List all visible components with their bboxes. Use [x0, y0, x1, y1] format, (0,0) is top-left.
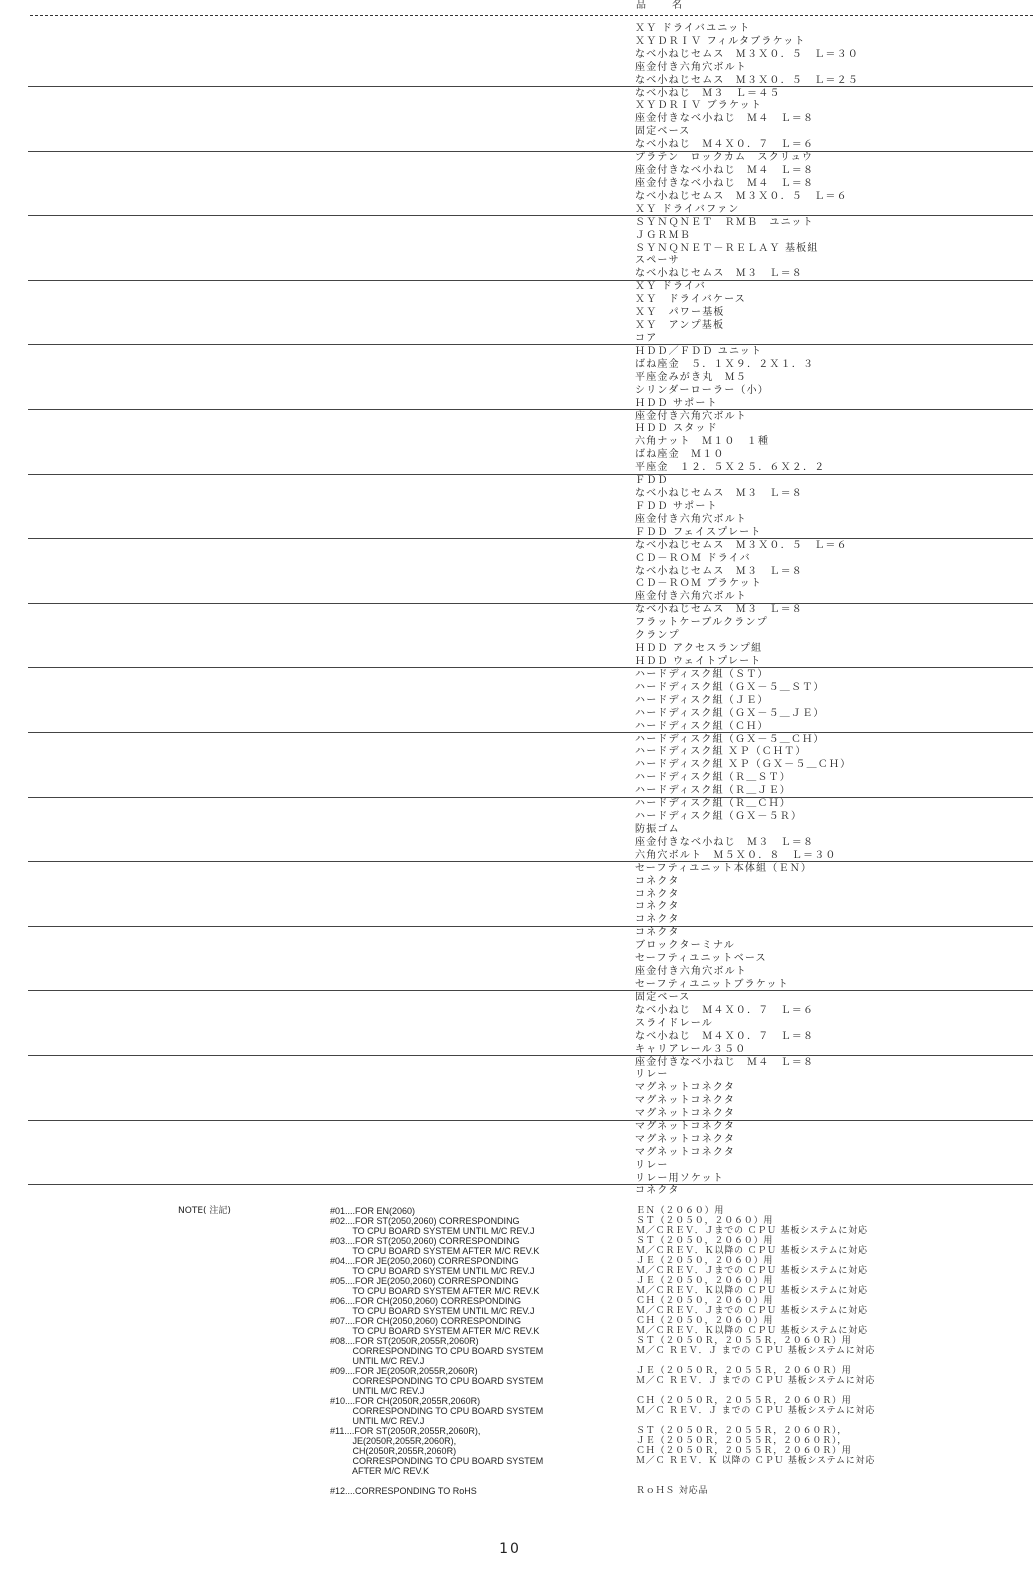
note-english: #11....FOR ST(2050R,2055R,2060R), JE(2050R,2055R,2060R), CH(2050R,2055R,2060R) CORRESPONDING TO CPU BOARD SYSTEM AFTER M/C REV.K: [330, 1426, 544, 1476]
part-group: [28, 603, 1033, 668]
part-name: シリンダーローラー（小）: [635, 384, 769, 396]
part-name: なべ小ねじ Ｍ４Ｘ０．７ Ｌ＝６: [635, 139, 815, 151]
note-japanese: ＪＥ（２０５０Ｒ，２０５５Ｒ，２０６０Ｒ）用 Ｍ／Ｃ ＲＥＶ．Ｊ までの ＣＰＵ 基板システムに対応: [636, 1366, 876, 1386]
part-name: 座金付き六角穴ボルト: [635, 61, 747, 73]
part-name: 固定ベース: [635, 126, 691, 138]
part-name: 座金付きなべ小ねじ Ｍ４ Ｌ＝８: [635, 165, 815, 177]
part-name: スペーサ: [635, 255, 680, 267]
part-name: なべ小ねじセムス Ｍ３Ｘ０．５ Ｌ＝６: [635, 539, 848, 551]
part-name: ＦＤＤ フェイスプレート: [635, 526, 762, 538]
part-name: 防振ゴム: [635, 823, 680, 835]
part-name: ＨＤＤ アクセスランプ組: [635, 643, 763, 655]
part-name: ＨＤＤ／ＦＤＤ ユニット: [635, 346, 763, 357]
part-group: [28, 862, 1033, 927]
part-name: なべ小ねじセムス Ｍ３ Ｌ＝８: [635, 565, 803, 577]
column-title-part-name: 品 名: [636, 0, 690, 11]
part-name: ＸＹＤＲＩＶ フィルタブラケット: [635, 35, 806, 47]
part-name: 座金付き六角穴ボルト: [635, 966, 747, 978]
part-group: [28, 1120, 1033, 1185]
note-japanese: ＲｏＨＳ 対応品: [636, 1486, 709, 1496]
header-dashed-rule: [30, 15, 1033, 16]
part-name: なべ小ねじ Ｍ３ Ｌ＝４５: [635, 87, 781, 99]
note-english: #06....FOR CH(2050,2060) CORRESPONDING TO CPU BOARD SYSTEM UNTIL M/C REV.J: [330, 1296, 535, 1316]
part-name: プラテン ロックカム スクリュウ: [635, 152, 814, 164]
part-group: [28, 22, 1033, 87]
part-name: 六角穴ボルト Ｍ５Ｘ０．８ Ｌ＝３０: [635, 849, 837, 861]
part-name: ＦＤＤ: [635, 475, 669, 487]
part-group: [28, 87, 1033, 152]
part-name: ハードディスク組（Ｒ＿ＳＴ）: [635, 772, 791, 784]
part-name: ハードディスク組 ＸＰ（ＣＨＴ）: [635, 746, 807, 758]
part-group: [28, 151, 1033, 216]
part-name: なべ小ねじ Ｍ４Ｘ０．７ Ｌ＝８: [635, 1030, 815, 1042]
part-group: [28, 668, 1033, 733]
part-name: ＸＹ ドライバ: [635, 281, 707, 293]
trailing-part-item: コネクタ: [635, 1184, 680, 1196]
part-name: クランプ: [635, 630, 680, 642]
part-name: ＸＹ ドライバケース: [635, 294, 746, 306]
notes-label: NOTE( 注記): [178, 1206, 231, 1216]
part-name: なべ小ねじセムス Ｍ３Ｘ０．５ Ｌ＝６: [635, 190, 848, 202]
part-name: ばね座金 ５．１Ｘ９．２Ｘ１．３: [635, 358, 815, 370]
part-group: [28, 1056, 1033, 1121]
note-japanese: ＣＨ（２０５０，２０６０）用 Ｍ／ＣＲＥＶ．Ｋ以降の ＣＰＵ 基板システムに対応: [636, 1316, 868, 1336]
note-japanese: ＥＮ（２０６０）用: [636, 1206, 725, 1216]
part-name: リレー: [635, 1159, 669, 1171]
part-name: ブロックターミナル: [635, 940, 735, 952]
part-group: [28, 797, 1033, 862]
part-name: ＳＹＮＱＮＥＴ ＲＭＢ ユニット: [635, 216, 814, 228]
part-name: リレー用ソケット: [635, 1172, 724, 1184]
part-name: マグネットコネクタ: [635, 1108, 736, 1120]
part-name: ＪＧＲＭＢ: [635, 229, 691, 241]
note-japanese: ＪＥ（２０５０，２０６０）用 Ｍ／ＣＲＥＶ．Ｋ以降の ＣＰＵ 基板システムに対応: [636, 1276, 868, 1296]
note-english: #02....FOR ST(2050,2060) CORRESPONDING TO CPU BOARD SYSTEM UNTIL M/C REV.J: [330, 1216, 535, 1236]
part-name: ハードディスク組（Ｒ＿ＣＨ）: [635, 798, 791, 810]
part-name: ＳＹＮＱＮＥＴ－ＲＥＬＡＹ 基板組: [635, 242, 819, 254]
part-name: 平座金 １２．５Ｘ２５．６Ｘ２．２: [635, 462, 826, 474]
part-name: ハードディスク組（ＧＸ－５Ｒ）: [635, 811, 803, 823]
part-name: セーフティユニットベース: [635, 953, 767, 965]
part-name: 座金付き六角穴ボルト: [635, 410, 747, 422]
part-name: コネクタ: [635, 875, 680, 887]
note-japanese: ＣＨ（２０５０，２０６０）用 Ｍ／ＣＲＥＶ．Ｊまでの ＣＰＵ 基板システムに対応: [636, 1296, 868, 1316]
note-english: #10....FOR CH(2050R,2055R,2060R) CORRESPONDING TO CPU BOARD SYSTEM UNTIL M/C REV.J: [330, 1396, 544, 1426]
part-name: 固定ベース: [635, 992, 691, 1003]
part-name: コネクタ: [635, 901, 680, 913]
note-japanese: ＳＴ（２０５０Ｒ，２０５５Ｒ，２０６０Ｒ）用 Ｍ／Ｃ ＲＥＶ．Ｊ までの ＣＰＵ 基板システムに対応: [636, 1336, 876, 1356]
part-name: コネクタ: [635, 927, 680, 939]
part-name: ハードディスク組（Ｒ＿ＪＥ）: [635, 785, 791, 797]
part-name: ＸＹ アンプ基板: [635, 320, 725, 332]
part-name: ＸＹ パワー基板: [635, 307, 725, 319]
part-name: なべ小ねじセムス Ｍ３ Ｌ＝８: [635, 268, 803, 280]
part-name: ハードディスク組（ＧＸ－５＿ＪＥ）: [635, 707, 825, 719]
part-group: [28, 280, 1033, 345]
part-group: [28, 926, 1033, 991]
group-divider: [28, 1184, 1033, 1185]
part-name: 座金付きなべ小ねじ Ｍ４ Ｌ＝８: [635, 177, 815, 189]
part-name: スライドレール: [635, 1017, 713, 1029]
part-name: リレー: [635, 1069, 669, 1081]
note-english: #12....CORRESPONDING TO RoHS: [330, 1486, 477, 1496]
part-name: ＣＤ－ＲＯＭ ブラケット: [635, 578, 763, 590]
part-name: 座金付きなべ小ねじ Ｍ３ Ｌ＝８: [635, 836, 815, 848]
note-japanese: ＳＴ（２０５０Ｒ，２０５５Ｒ，２０６０Ｒ）， ＪＥ（２０５０Ｒ，２０５５Ｒ，２０６０Ｒ）， ＣＨ（２０５０Ｒ，２０５５Ｒ，２０６０Ｒ）用 Ｍ／Ｃ ＲＥＶ．Ｋ 以降の ＣＰＵ 基板システムに対応: [636, 1426, 876, 1466]
part-name: ハードディスク組 ＸＰ（ＧＸ－５＿ＣＨ）: [635, 759, 852, 771]
part-name: セーフティユニット本体組（ＥＮ）: [635, 862, 813, 874]
note-english: #04....FOR JE(2050,2060) CORRESPONDING TO CPU BOARD SYSTEM UNTIL M/C REV.J: [330, 1256, 535, 1276]
part-group: [28, 345, 1033, 410]
part-group: [28, 216, 1033, 281]
page-number: 10: [499, 1541, 521, 1557]
note-japanese: ＳＴ（２０５０，２０６０）用 Ｍ／ＣＲＥＶ．Ｊまでの ＣＰＵ 基板システムに対応: [636, 1216, 868, 1236]
part-name: ＨＤＤ サポート: [635, 397, 718, 409]
note-english: #07....FOR CH(2050,2060) CORRESPONDING TO CPU BOARD SYSTEM AFTER M/C REV.K: [330, 1316, 540, 1336]
part-name: キャリアレール３５０: [635, 1043, 747, 1055]
note-japanese: ＣＨ（２０５０Ｒ，２０５５Ｒ，２０６０Ｒ）用 Ｍ／Ｃ ＲＥＶ．Ｊ までの ＣＰＵ 基板システムに対応: [636, 1396, 876, 1416]
part-name: マグネットコネクタ: [635, 1134, 736, 1146]
part-group: [28, 733, 1033, 798]
part-name: なべ小ねじセムス Ｍ３ Ｌ＝８: [635, 604, 803, 616]
part-name: ＦＤＤ サポート: [635, 500, 718, 512]
part-name: 六角ナット Ｍ１０ １種: [635, 436, 770, 448]
part-name: ＸＹ ドライバユニット: [635, 23, 751, 34]
note-english: #03....FOR ST(2050,2060) CORRESPONDING TO CPU BOARD SYSTEM AFTER M/C REV.K: [330, 1236, 540, 1256]
part-name: コア: [635, 332, 658, 344]
part-group: [28, 539, 1033, 604]
part-name: ＨＤＤ ウェイトプレート: [635, 655, 762, 667]
part-group: [28, 474, 1033, 539]
note-english: #05....FOR JE(2050,2060) CORRESPONDING TO CPU BOARD SYSTEM AFTER M/C REV.K: [330, 1276, 540, 1296]
part-name: マグネットコネクタ: [635, 1095, 736, 1107]
part-name: なべ小ねじセムス Ｍ３Ｘ０．５ Ｌ＝３０: [635, 48, 859, 60]
part-name: ＸＹＤＲＩＶ ブラケット: [635, 100, 763, 112]
part-name: セーフティユニットブラケット: [635, 978, 789, 990]
part-name: コネクタ: [635, 914, 680, 926]
note-english: #01....FOR EN(2060): [330, 1206, 416, 1216]
part-name: ＨＤＤ スタッド: [635, 423, 718, 435]
part-name: ハードディスク組（ＧＸ－５＿ＣＨ）: [635, 733, 825, 745]
note-japanese: ＳＴ（２０５０，２０６０）用 Ｍ／ＣＲＥＶ．Ｋ以降の ＣＰＵ 基板システムに対応: [636, 1236, 868, 1256]
part-name: コネクタ: [635, 888, 680, 900]
part-name: ＸＹ ドライバファン: [635, 203, 740, 215]
part-name: ハードディスク組（ＣＨ）: [635, 720, 769, 732]
part-name: マグネットコネクタ: [635, 1121, 736, 1133]
part-name: なべ小ねじセムス Ｍ３Ｘ０．５ Ｌ＝２５: [635, 74, 859, 86]
part-name: マグネットコネクタ: [635, 1082, 736, 1094]
part-name: ＣＤ－ＲＯＭ ドライバ: [635, 552, 751, 564]
part-group: [28, 410, 1033, 475]
part-name: 座金付き六角穴ボルト: [635, 513, 747, 525]
note-japanese: ＪＥ（２０５０，２０６０）用 Ｍ／ＣＲＥＶ．Ｊまでの ＣＰＵ 基板システムに対応: [636, 1256, 868, 1276]
part-group: [28, 991, 1033, 1056]
part-name: 座金付きなべ小ねじ Ｍ４ Ｌ＝８: [635, 113, 815, 125]
part-name: ハードディスク組（ＪＥ）: [635, 694, 769, 706]
part-name: 座金付きなべ小ねじ Ｍ４ Ｌ＝８: [635, 1056, 815, 1068]
part-name: ばね座金 Ｍ１０: [635, 449, 725, 461]
part-name: なべ小ねじセムス Ｍ３ Ｌ＝８: [635, 488, 803, 500]
part-name: 座金付き六角穴ボルト: [635, 591, 747, 603]
part-name: ハードディスク組（ＧＸ－５＿ＳＴ）: [635, 681, 825, 693]
part-name: フラットケーブルクランプ: [635, 617, 768, 629]
part-name: マグネットコネクタ: [635, 1146, 736, 1158]
part-name: ハードディスク組（ＳＴ）: [635, 669, 769, 680]
part-name: 平座金みがき丸 Ｍ５: [635, 371, 747, 383]
note-english: #08....FOR ST(2050R,2055R,2060R) CORRESPONDING TO CPU BOARD SYSTEM UNTIL M/C REV.J: [330, 1336, 544, 1366]
part-name: なべ小ねじ Ｍ４Ｘ０．７ Ｌ＝６: [635, 1004, 815, 1016]
note-english: #09....FOR JE(2050R,2055R,2060R) CORRESPONDING TO CPU BOARD SYSTEM UNTIL M/C REV.J: [330, 1366, 544, 1396]
